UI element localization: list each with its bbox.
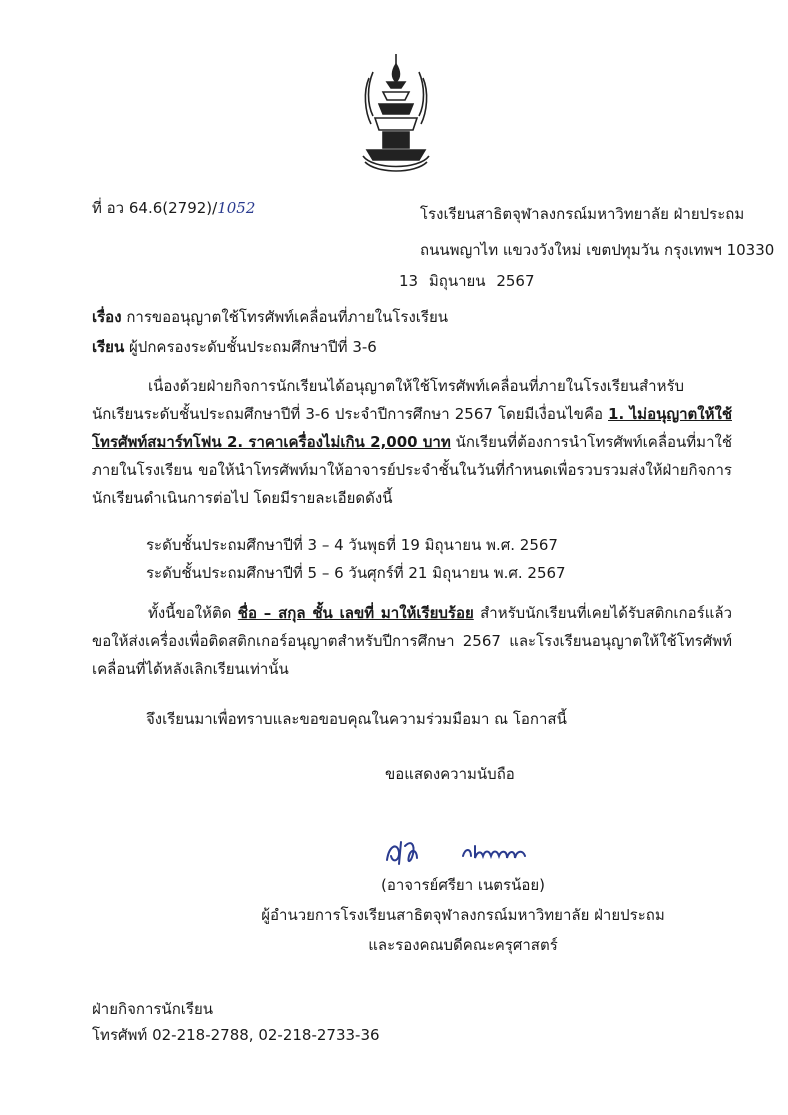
recipient-text: ผู้ปกครองระดับชั้นประถมศึกษาปีที่ 3-6 xyxy=(129,338,377,356)
signer-title-2: และรองคณบดีคณะครุศาสตร์ xyxy=(368,936,558,954)
sender-address xyxy=(420,196,774,268)
body1-condition: 1. ไม่อนุญาตให้ใช้โทรศัพท์สมาร์ทโฟน 2. ราคาเครื่องไม่เกิน 2,000 บาท xyxy=(92,405,732,451)
schedule-list xyxy=(146,531,566,587)
body1-text-a: เนื่องด้วยฝ่ายกิจการนักเรียนได้อนุญาตให้ใช้โทรศัพท์เคลื่อนที่ภายในโรงเรียนสำหรับนักเรียนระดับชั้นประถมศึกษาปีที่ 3-6 ประจำปีการศึกษา 2567 โดยมีเงื่อนไขคือ xyxy=(92,377,685,423)
body2-text-b: สำหรับนักเรียนที่เคยได้รับสติกเกอร์แล้ว ขอให้ส่งเครื่องเพื่อติดสติกเกอร์อนุญาตสำหรับปีการศึกษา 2567 และโรงเรียนอนุญาตให้ใช้โทรศัพท์เคลื่อนที่ได้หลังเลิกเรียนเท่านั้น xyxy=(92,604,732,678)
signer-block xyxy=(258,870,668,960)
recipient-line xyxy=(92,332,448,362)
body-paragraph-1 xyxy=(92,372,732,512)
sender-name: โรงเรียนสาธิตจุฬาลงกรณ์มหาวิทยาลัย ฝ่ายประถม xyxy=(420,205,745,223)
signer-title: ผู้อำนวยการโรงเรียนสาธิตจุฬาลงกรณ์มหาวิทยาลัย ฝ่ายประถม xyxy=(261,906,665,924)
body2-emphasis: ชื่อ – สกุล ชั้น เลขที่ มาให้เรียบร้อย xyxy=(237,604,474,622)
department-name: ฝ่ายกิจการนักเรียน xyxy=(92,1000,213,1018)
reference-number: ที่ อว 64.6(2792)/ xyxy=(92,199,218,217)
contact-footer xyxy=(92,996,380,1048)
document-reference xyxy=(92,196,255,220)
schedule-item: ระดับชั้นประถมศึกษาปีที่ 5 – 6 วันศุกร์ที่ 21 มิถุนายน พ.ศ. 2567 xyxy=(146,564,566,582)
handwritten-reference: 1052 xyxy=(217,199,256,217)
signer-name: (อาจารย์ศรียา เนตรน้อย) xyxy=(381,876,545,894)
sender-street: ถนนพญาไท แขวงวังใหม่ เขตปทุมวัน กรุงเทพฯ 10330 xyxy=(420,241,775,259)
body-paragraph-2 xyxy=(92,599,732,683)
subject-block xyxy=(92,302,448,362)
handwritten-signature xyxy=(383,834,543,870)
subject-label: เรื่อง xyxy=(92,308,122,326)
phone-number: โทรศัพท์ 02-218-2788, 02-218-2733-36 xyxy=(92,1026,380,1044)
schedule-item: ระดับชั้นประถมศึกษาปีที่ 3 – 4 วันพุธที่ 19 มิถุนายน พ.ศ. 2567 xyxy=(146,536,558,554)
regards: ขอแสดงความนับถือ xyxy=(385,765,515,783)
recipient-label: เรียน xyxy=(92,338,125,356)
subject-text: การขออนุญาตใช้โทรศัพท์เคลื่อนที่ภายในโรงเรียน xyxy=(126,308,448,326)
closing-sentence: จึงเรียนมาเพื่อทราบและขอขอบคุณในความร่วมมือมา ณ โอกาสนี้ xyxy=(146,710,567,728)
chulalongkorn-crest-icon xyxy=(361,52,431,176)
body2-text-a: ทั้งนี้ขอให้ติด xyxy=(148,604,238,622)
body1-text-b: นักเรียนที่ต้องการนำโทรศัพท์เคลื่อนที่มาใช้ภายในโรงเรียน ขอให้นำโทรศัพท์มาให้อาจารย์ประจำชั้นในวันที่กำหนดเพื่อรวบรวมส่งให้ฝ่ายกิจการนักเรียนดำเนินการต่อไป โดยมีรายละเอียดดังนี้ xyxy=(92,433,733,507)
subject-line xyxy=(92,302,448,332)
letter-date: 13 มิถุนายน 2567 xyxy=(399,272,535,290)
